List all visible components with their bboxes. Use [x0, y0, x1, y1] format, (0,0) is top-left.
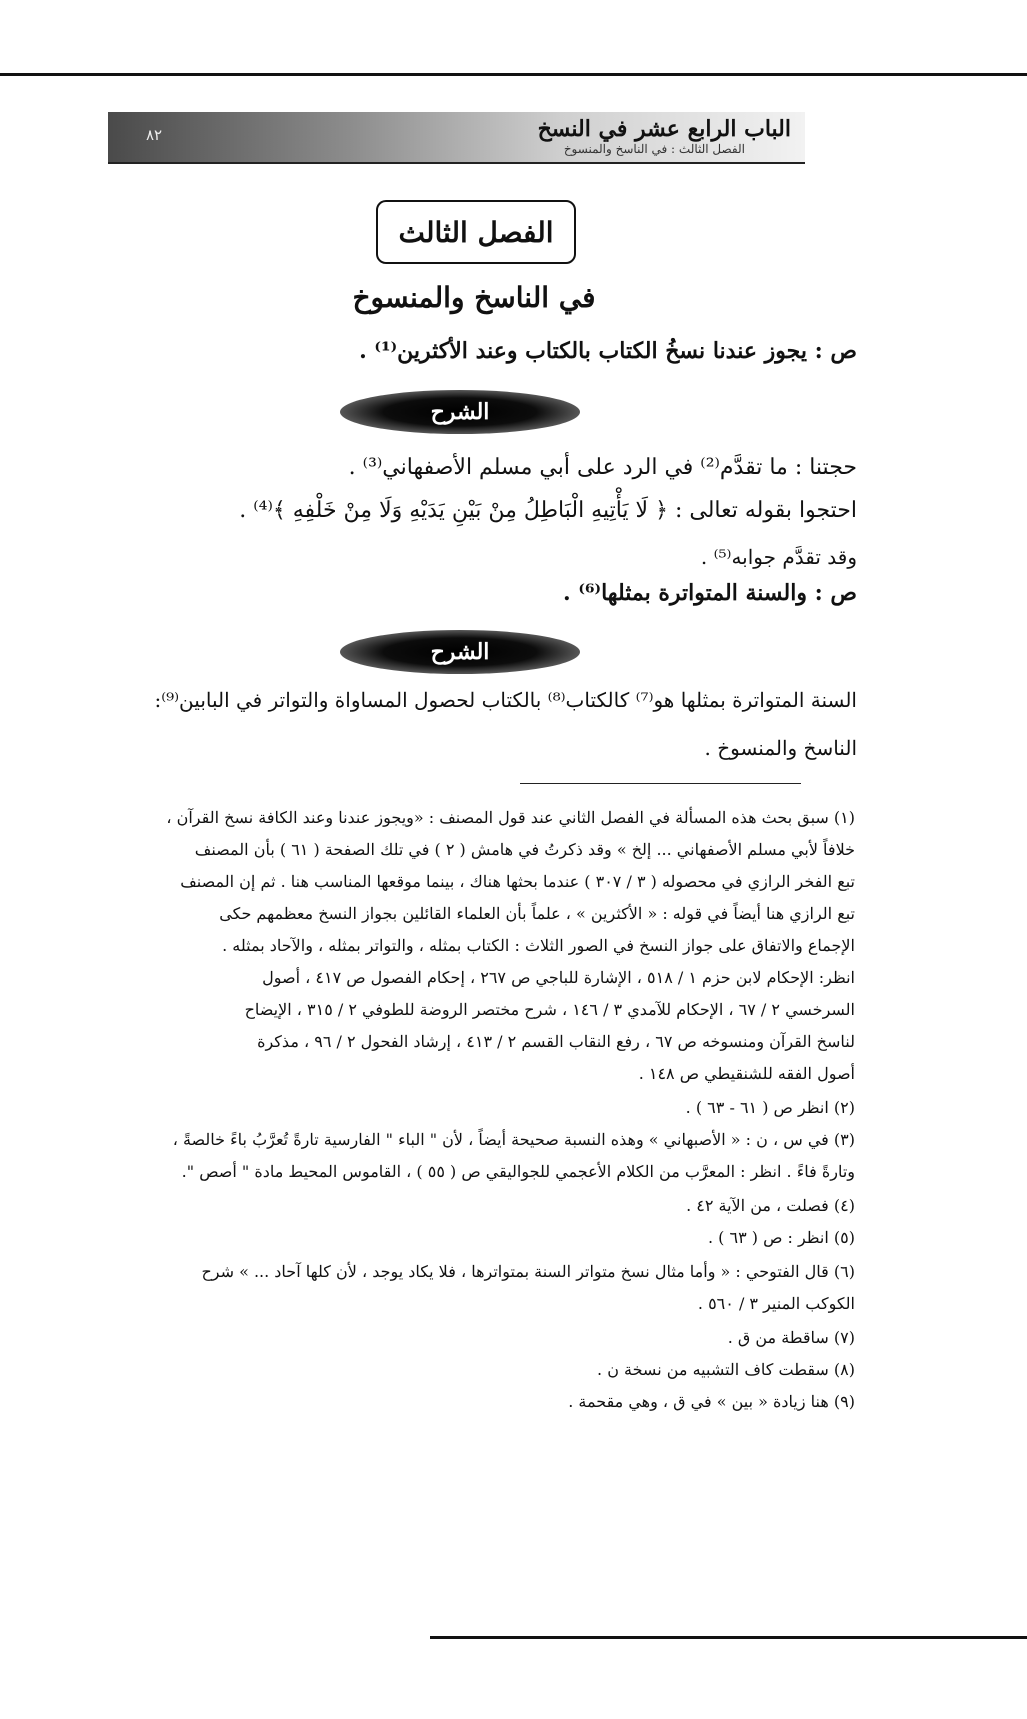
footnote-line: وتارةً فاءً . انظر : المعرَّب من الكلام الأعجمي للجواليقي ص ( ٥٥ ) ، القاموس المحيط مادة " أصص ".	[181, 1162, 855, 1181]
sharh-label-2: الشرح	[430, 639, 490, 665]
sharh-1-line-1: حجتنا : ما تقدَّم⁽²⁾ في الرد على أبي مسلم الأصفهاني⁽³⁾ .	[348, 455, 857, 480]
footnote-line: الإجماع والاتفاق على جواز النسخ في الصور الثلاث : الكتاب بمثله ، والتواتر بمثله ، والآحاد بمثله .	[222, 936, 855, 955]
chapter-title: الفصل الثالث	[398, 215, 554, 249]
footnote-line: (٣) في س ، ن : « الأصبهاني » وهذه النسبة صحيحة أيضاً ، لأن " الباء " الفارسية تارةً تُعرَّبُ باءً خالصةً ،	[172, 1130, 855, 1149]
sharh-2-line-2: الناسخ والمنسوخ .	[704, 736, 857, 760]
footnote-line: (٢) انظر ص ( ٦١ - ٦٣ ) .	[685, 1098, 855, 1117]
footnote-line: (٥) انظر : ص ( ٦٣ ) .	[707, 1228, 855, 1247]
footnote-line: (١) سبق بحث هذه المسألة في الفصل الثاني عند قول المصنف : «ويجوز عندنا وعند الكافة نسخ القرآن ،	[166, 808, 855, 827]
sharh-1-line-3: وقد تقدَّم جوابه⁽⁵⁾ .	[700, 545, 857, 569]
header-subtitle: الفصل الثالث : في الناسخ والمنسوخ	[563, 142, 745, 156]
page-number: ٨٢	[146, 126, 163, 144]
footnote-line: (٦) قال الفتوحي : « وأما مثال نسخ متواتر السنة بمتواترها ، فلا يكاد يوجد ، لأن كلها آحاد ... » شرح	[201, 1262, 855, 1281]
footnote-line: (٧) ساقطة من ق .	[727, 1328, 855, 1347]
sharh-badge-1	[340, 390, 580, 434]
header-title: الباب الرابع عشر في النسخ	[537, 116, 791, 142]
matn-1: ص : يجوز عندنا نسخُ الكتاب بالكتاب وعند الأكثرين⁽¹⁾ .	[359, 338, 857, 364]
footnote-line: (٤) فصلت ، من الآية ٤٢ .	[686, 1196, 855, 1215]
footnote-line: الكوكب المنير ٣ / ٥٦٠ .	[697, 1294, 855, 1313]
running-header	[108, 112, 805, 164]
top-rule	[0, 73, 1027, 76]
bottom-rule	[430, 1636, 1027, 1639]
footnote-line: تبع الفخر الرازي في محصوله ( ٣ / ٣٠٧ ) عندما بحثها هناك ، بينما موقعها المناسب هنا . ثم إن المصنف	[180, 872, 855, 891]
sharh-badge-2	[340, 630, 580, 674]
chapter-title-box	[376, 200, 576, 264]
footnote-line: أصول الفقه للشنقيطي ص ١٤٨ .	[638, 1064, 855, 1083]
footnote-line: السرخسي ٢ / ٦٧ ، الإحكام للآمدي ٣ / ١٤٦ ، شرح مختصر الروضة للطوفي ٢ / ٣١٥ ، الإيضاح	[244, 1000, 855, 1019]
chapter-subtitle: في الناسخ والمنسوخ	[352, 281, 596, 314]
sharh-label-1: الشرح	[430, 399, 490, 425]
sharh-2-line-1: السنة المتواترة بمثلها هو⁽⁷⁾ كالكتاب⁽⁸⁾ بالكتاب لحصول المساواة والتواتر في البابين⁽⁹⁾:	[154, 688, 857, 712]
matn-2: ص : والسنة المتواترة بمثلها⁽⁶⁾ .	[563, 580, 857, 606]
footnote-divider	[520, 783, 801, 784]
footnote-line: لناسخ القرآن ومنسوخه ص ٦٧ ، رفع النقاب القسم ٢ / ٤١٣ ، إرشاد الفحول ٢ / ٩٦ ، مذكرة	[257, 1032, 855, 1051]
footnote-line: خلافاً لأبي مسلم الأصفهاني ... إلخ » وقد ذكرتُ في هامش ( ٢ ) في تلك الصفحة ( ٦١ ) بأن المصنف	[194, 840, 855, 859]
footnote-line: (٩) هنا زيادة « بين » في ق ، وهي مقحمة .	[568, 1392, 855, 1411]
footnote-line: تبع الرازي هنا أيضاً في قوله : « الأكثرين » ، علماً بأن العلماء القائلين بجواز النسخ معظمهم حكى	[219, 904, 855, 923]
footnote-line: (٨) سقطت كاف التشبيه من نسخة ن .	[597, 1360, 855, 1379]
footnote-line: انظر: الإحكام لابن حزم ١ / ٥١٨ ، الإشارة للباجي ص ٢٦٧ ، إحكام الفصول ص ٤١٧ ، أصول	[262, 968, 855, 987]
sharh-1-line-2: احتجوا بقوله تعالى : ﴿ لَا يَأْتِيهِ الْبَاطِلُ مِنْ بَيْنِ يَدَيْهِ وَلَا مِنْ خَلْفِهِ ﴾⁽⁴⁾ .	[239, 498, 857, 523]
